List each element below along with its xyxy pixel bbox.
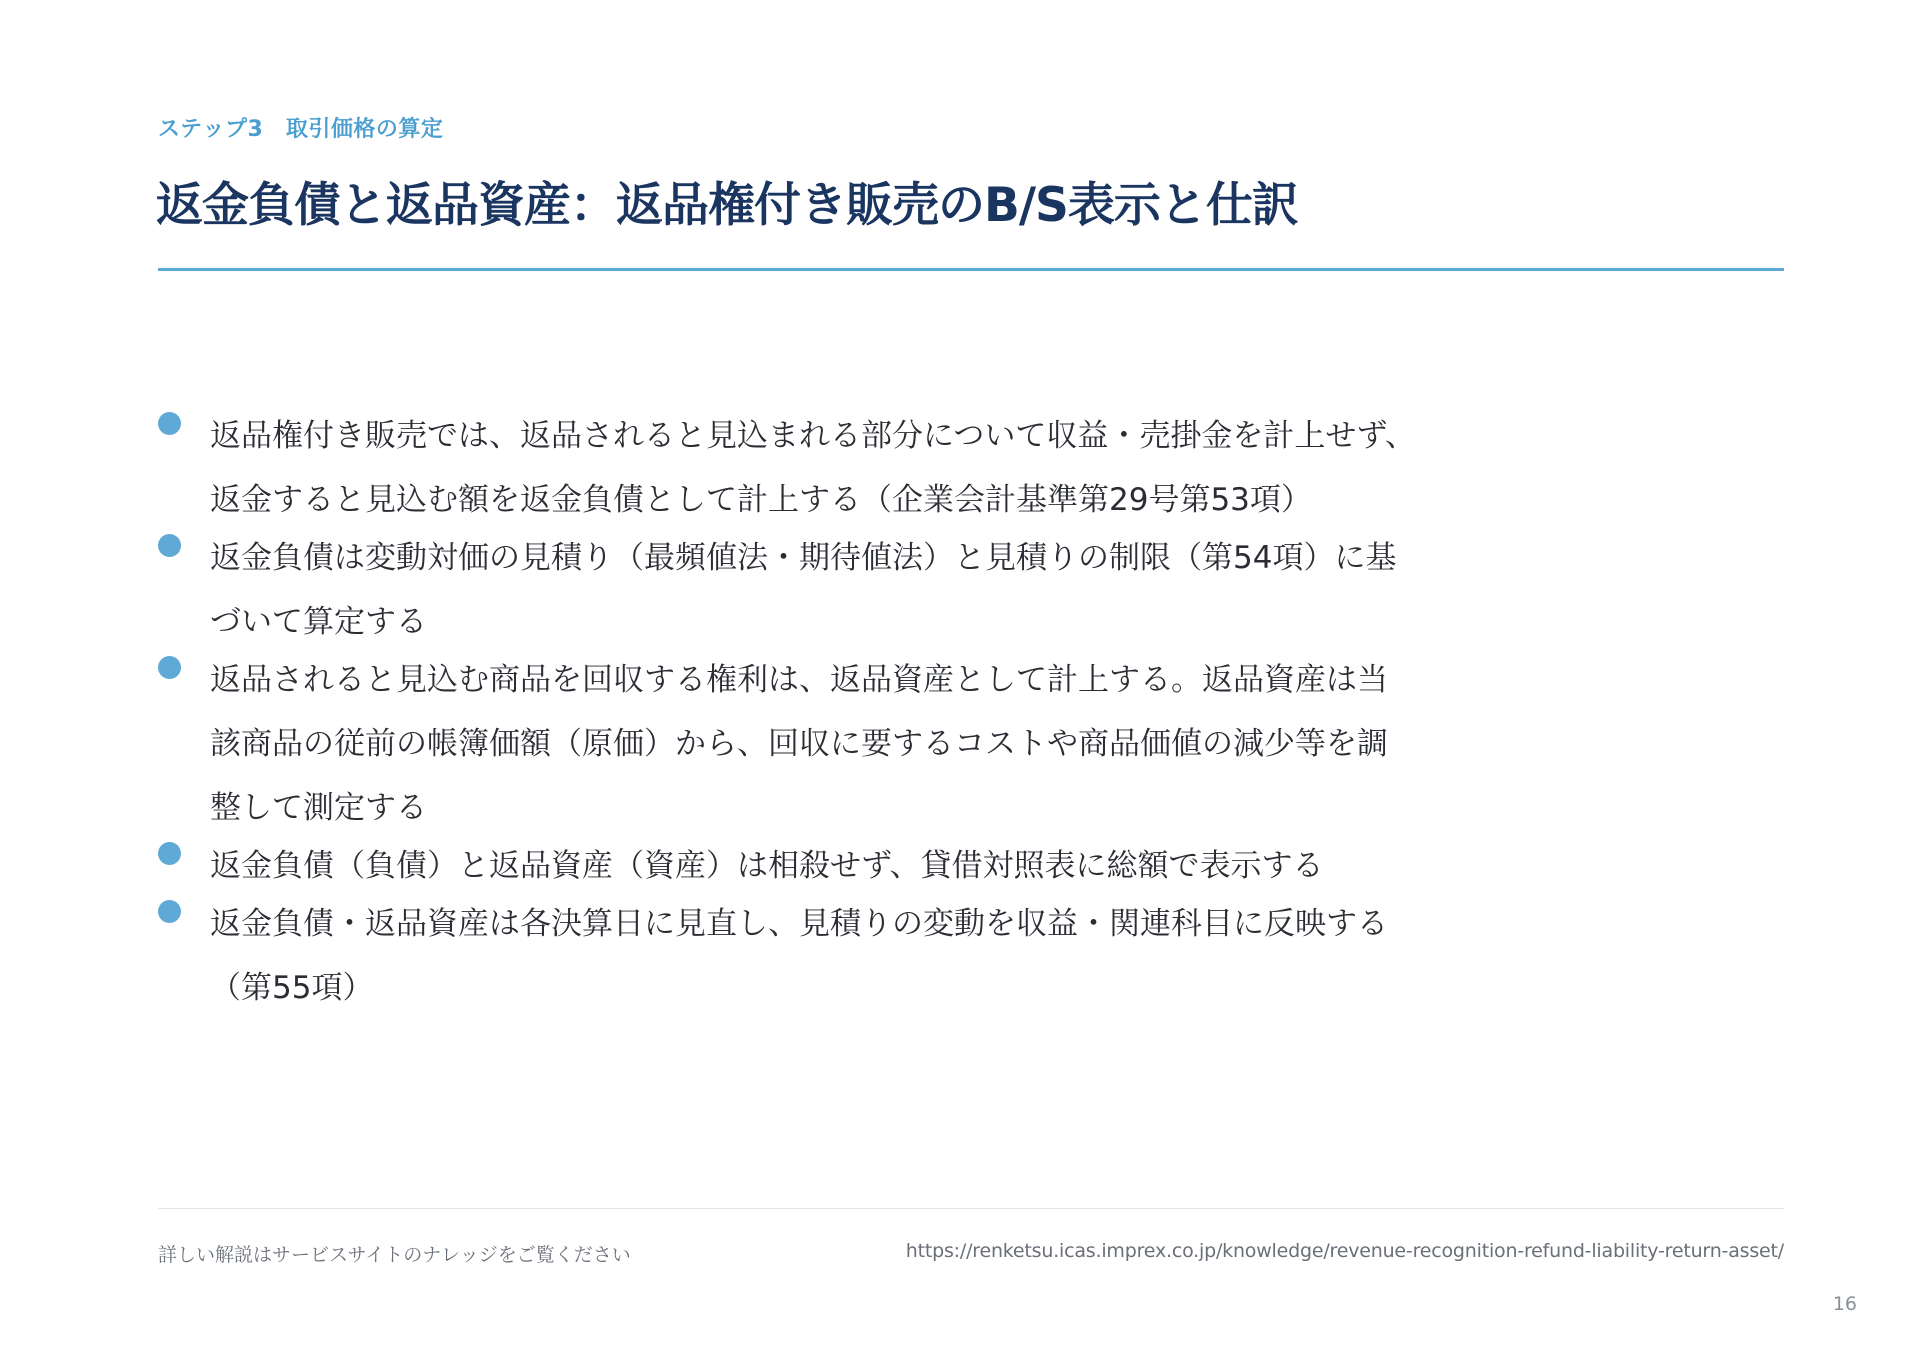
bullet-text-line: （第55項） xyxy=(210,970,374,1006)
page-title: 返金負債と返品資産：返品権付き販売のB/S表示と仕訳 xyxy=(156,178,1298,233)
bullet-text-line: 返金負債（負債）と返品資産（資産）は相殺せず、貸借対照表に総額で表示する xyxy=(210,848,1324,884)
bullet-item xyxy=(158,892,1608,1020)
bullet-dot-icon xyxy=(158,656,181,679)
bullet-list xyxy=(158,418,1608,1028)
bullet-dot-icon xyxy=(158,534,181,557)
bullet-text-line: 返品権付き販売では、返品されると見込まれる部分について収益・売掛金を計上せず、 xyxy=(210,418,1416,454)
bullet-item xyxy=(158,526,1608,654)
title-divider xyxy=(158,268,1784,271)
bullet-dot-icon xyxy=(158,842,181,865)
page-number: 16 xyxy=(1832,1293,1857,1315)
bullet-item xyxy=(158,648,1608,840)
bullet-text-line: 返金負債・返品資産は各決算日に見直し、見積りの変動を収益・関連科目に反映する xyxy=(210,906,1388,942)
bullet-dot-icon xyxy=(158,900,181,923)
bullet-item xyxy=(158,404,1608,532)
bullet-text-line: 整して測定する xyxy=(210,790,427,826)
bullet-dot-icon xyxy=(158,412,181,435)
bullet-item xyxy=(158,834,1608,898)
footer-divider xyxy=(158,1208,1784,1209)
footer-url-link[interactable]: https://renketsu.icas.imprex.co.jp/knowledge/revenue-recognition-refund-liability-return-asset/ xyxy=(905,1240,1784,1262)
footer-note: 詳しい解説はサービスサイトのナレッジをご覧ください xyxy=(158,1244,631,1266)
bullet-text-line: 返品されると見込む商品を回収する権利は、返品資産として計上する。返品資産は当 xyxy=(210,662,1388,698)
bullet-text-line: 返金負債は変動対価の見積り（最頻値法・期待値法）と見積りの制限（第54項）に基 xyxy=(210,540,1397,576)
bullet-text-line: 返金すると見込む額を返金負債として計上する（企業会計基準第29号第53項） xyxy=(210,482,1312,518)
bullet-text-line: づいて算定する xyxy=(210,604,427,640)
section-label: ステップ3 取引価格の算定 xyxy=(158,117,444,142)
bullet-text-line: 該商品の従前の帳簿価額（原価）から、回収に要するコストや商品価値の減少等を調 xyxy=(210,726,1388,762)
